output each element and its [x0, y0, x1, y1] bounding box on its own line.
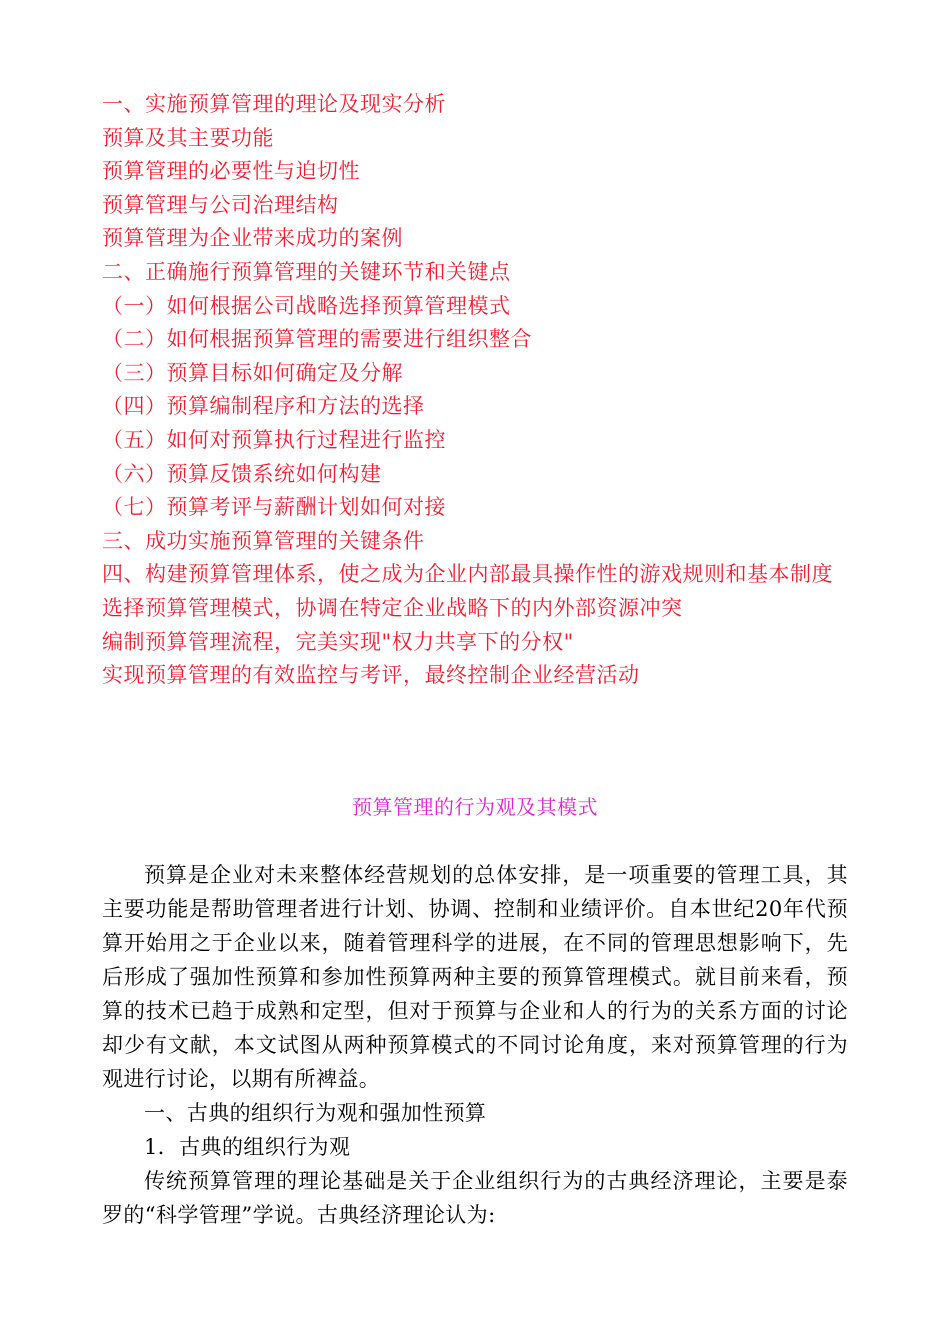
toc-item: （二）如何根据预算管理的需要进行组织整合 [102, 327, 532, 352]
toc-heading-4: 四、构建预算管理体系，使之成为企业内部最具操作性的游戏规则和基本制度 [102, 562, 833, 587]
table-of-contents [102, 88, 854, 693]
article-title: 预算管理的行为观及其模式 [352, 795, 598, 819]
body-paragraph: 预算是企业对未来整体经营规划的总体安排，是一项重要的管理工具，其主要功能是帮助管理者进行计划、协调、控制和业绩评价。自本世纪20年代预算开始用之于企业以来，随着管理科学的进展，在不同的管理思想影响下，先后形成了强加性预算和参加性预算两种主要的预算管理模式。就目前来看，预算的技术已趋于成熟和定型，但对于预算与企业和人的行为的关系方面的讨论却少有文献，本文试图从两种预算模式的不同讨论角度，来对预算管理的行为观进行讨论，以期有所裨益。 [102, 863, 848, 1091]
toc-item: 预算及其主要功能 [102, 125, 274, 150]
toc-item: 预算管理与公司治理结构 [102, 192, 339, 217]
article-body [102, 858, 848, 1232]
toc-heading-3: 三、成功实施预算管理的关键条件 [102, 528, 425, 553]
section-heading: 一、古典的组织行为观和强加性预算 [144, 1101, 487, 1125]
toc-item: 编制预算管理流程，完美实现"权力共享下的分权" [102, 629, 574, 654]
toc-item: （七）预算考评与薪酬计划如何对接 [102, 495, 446, 520]
toc-item: 选择预算管理模式，协调在特定企业战略下的内外部资源冲突 [102, 595, 683, 620]
subsection-heading: 1．古典的组织行为观 [144, 1135, 351, 1159]
toc-item: 预算管理的必要性与迫切性 [102, 159, 360, 184]
toc-item: （五）如何对预算执行过程进行监控 [102, 427, 446, 452]
toc-item: （三）预算目标如何确定及分解 [102, 360, 403, 385]
toc-heading-2: 二、正确施行预算管理的关键环节和关键点 [102, 259, 511, 284]
toc-item: 预算管理为企业带来成功的案例 [102, 226, 403, 251]
toc-item: （四）预算编制程序和方法的选择 [102, 394, 425, 419]
toc-item: （六）预算反馈系统如何构建 [102, 461, 382, 486]
toc-item: 实现预算管理的有效监控与考评，最终控制企业经营活动 [102, 663, 640, 688]
body-paragraph: 传统预算管理的理论基础是关于企业组织行为的古典经济理论，主要是泰罗的“科学管理”学说。古典经济理论认为: [102, 1169, 848, 1227]
toc-heading-1: 一、实施预算管理的理论及现实分析 [102, 92, 446, 116]
toc-item: （一）如何根据公司战略选择预算管理模式 [102, 293, 511, 318]
